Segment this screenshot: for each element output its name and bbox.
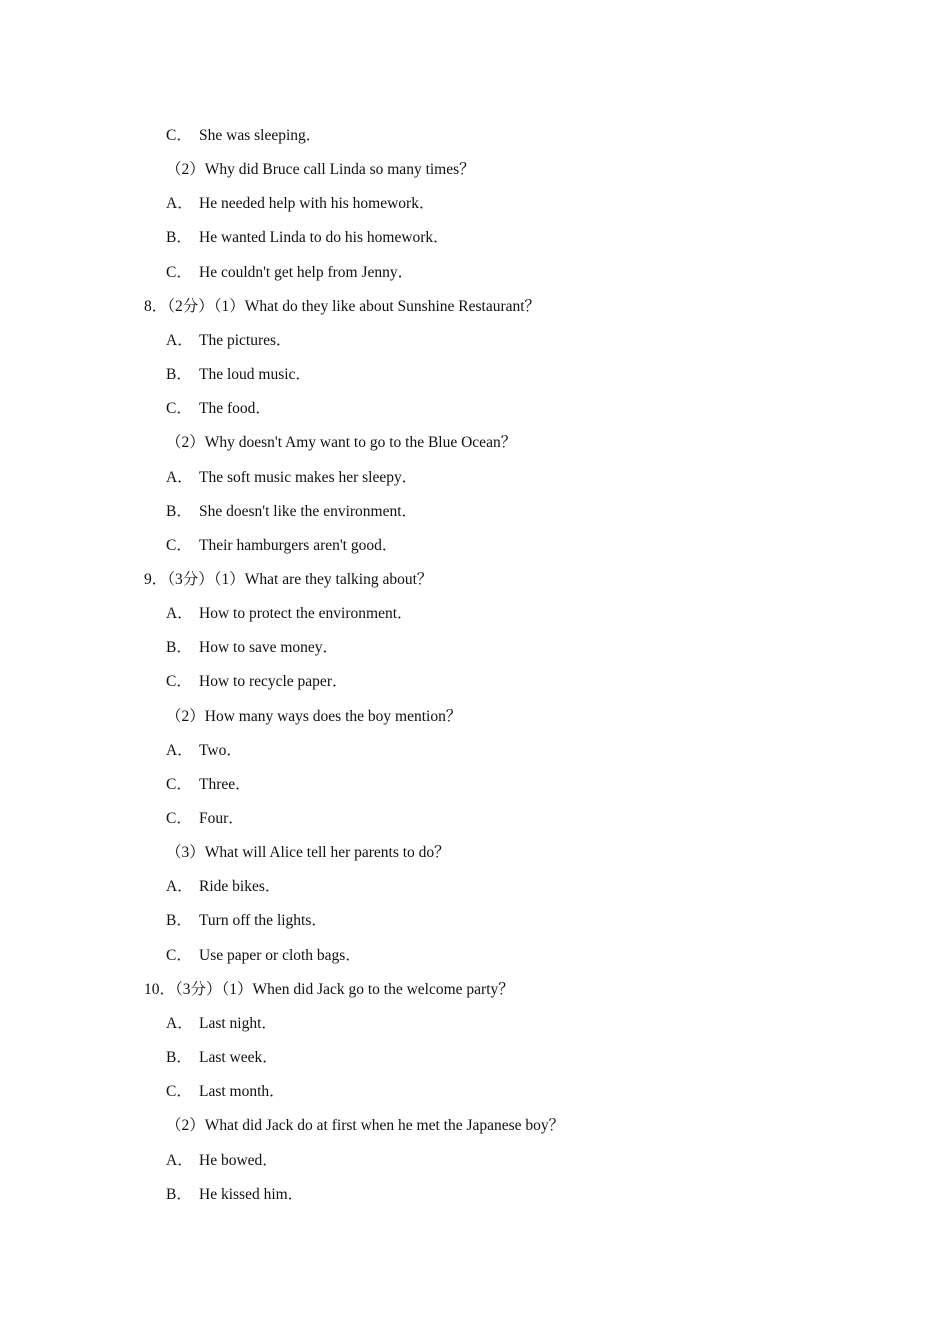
answer-option: [166, 1082, 285, 1102]
option-letter: C．: [166, 1083, 192, 1101]
answer-option: [166, 741, 242, 761]
option-letter: C．: [166, 946, 192, 964]
option-letter: B．: [166, 1185, 192, 1203]
option-letter: A．: [166, 741, 193, 759]
answer-option: [166, 502, 417, 522]
option-letter: C．: [166, 536, 192, 554]
answer-option: [166, 263, 413, 283]
answer-option: [166, 604, 413, 624]
option-letter: C．: [166, 775, 192, 793]
answer-option: [166, 228, 449, 248]
option-text: How to protect the environment．: [199, 605, 413, 623]
option-letter: A．: [166, 605, 193, 623]
option-text: She doesn't like the environment．: [199, 502, 418, 520]
option-text: He bowed．: [199, 1151, 278, 1169]
option-letter: A．: [166, 1014, 193, 1032]
option-text: Last week．: [199, 1049, 278, 1067]
question-header: 10．（3分）（1）When did Jack go to the welcome party？: [144, 980, 514, 998]
option-text: Ride bikes．: [199, 878, 281, 896]
option-letter: C．: [166, 400, 192, 418]
option-letter: A．: [166, 195, 193, 213]
option-text: Use paper or cloth bags．: [199, 946, 361, 964]
option-text: Turn off the lights．: [199, 912, 327, 930]
answer-option: [166, 365, 311, 385]
answer-option: [166, 1151, 278, 1171]
sub-question: （2）What did Jack do at first when he met the Japanese boy？: [166, 1117, 565, 1135]
answer-option: [166, 468, 417, 488]
answer-option: [166, 775, 251, 795]
option-text: The food．: [199, 400, 271, 418]
option-letter: B．: [166, 366, 192, 384]
option-text: The soft music makes her sleepy．: [199, 468, 418, 486]
answer-option: [166, 1185, 303, 1205]
option-text: How to recycle paper．: [199, 673, 348, 691]
answer-option: [166, 194, 434, 214]
option-letter: C．: [166, 263, 192, 281]
question-header: 9．（3分）（1）What are they talking about？: [144, 570, 433, 588]
option-letter: A．: [166, 1151, 193, 1169]
option-text: She was sleeping．: [199, 127, 322, 144]
answer-option: [166, 638, 338, 658]
option-letter: A．: [166, 468, 193, 486]
option-text: Last night．: [199, 1014, 277, 1032]
answer-option: [166, 331, 292, 351]
option-letter: C．: [166, 127, 192, 144]
answer-option: [166, 126, 321, 146]
answer-option: [166, 672, 347, 692]
sub-question: （2）Why did Bruce call Linda so many times？: [166, 161, 475, 179]
answer-option: [166, 877, 280, 897]
answer-option: [166, 1048, 278, 1068]
option-text: He couldn't get help from Jenny．: [199, 263, 414, 281]
option-text: Their hamburgers aren't good．: [199, 536, 398, 554]
option-text: He kissed him．: [199, 1185, 304, 1203]
option-text: Last month．: [199, 1083, 285, 1101]
option-text: He needed help with his homework．: [199, 195, 435, 213]
answer-option: [166, 1014, 277, 1034]
answer-option: [166, 911, 327, 931]
sub-question: （2）Why doesn't Amy want to go to the Blue Ocean？: [166, 434, 517, 452]
option-letter: A．: [166, 878, 193, 896]
option-letter: A．: [166, 331, 193, 349]
option-letter: B．: [166, 229, 192, 247]
answer-option: [166, 946, 361, 966]
option-text: He wanted Linda to do his homework．: [199, 229, 449, 247]
option-text: The pictures．: [199, 331, 292, 349]
option-text: The loud music．: [199, 366, 311, 384]
option-text: How to save money．: [199, 639, 339, 657]
answer-option: [166, 536, 397, 556]
sub-question: （3）What will Alice tell her parents to do？: [166, 844, 450, 862]
option-text: Two．: [199, 741, 242, 759]
question-header: 8．（2分）（1）What do they like about Sunshine Restaurant？: [144, 297, 541, 315]
option-letter: B．: [166, 1049, 192, 1067]
sub-question: （2）How many ways does the boy mention？: [166, 707, 462, 725]
option-letter: B．: [166, 912, 192, 930]
option-letter: B．: [166, 639, 192, 657]
option-letter: C．: [166, 673, 192, 691]
option-text: Four．: [199, 810, 244, 827]
answer-option: [166, 399, 271, 419]
option-letter: B．: [166, 502, 192, 520]
answer-option: [166, 809, 244, 829]
option-letter: C．: [166, 810, 192, 827]
option-text: Three．: [199, 775, 251, 793]
